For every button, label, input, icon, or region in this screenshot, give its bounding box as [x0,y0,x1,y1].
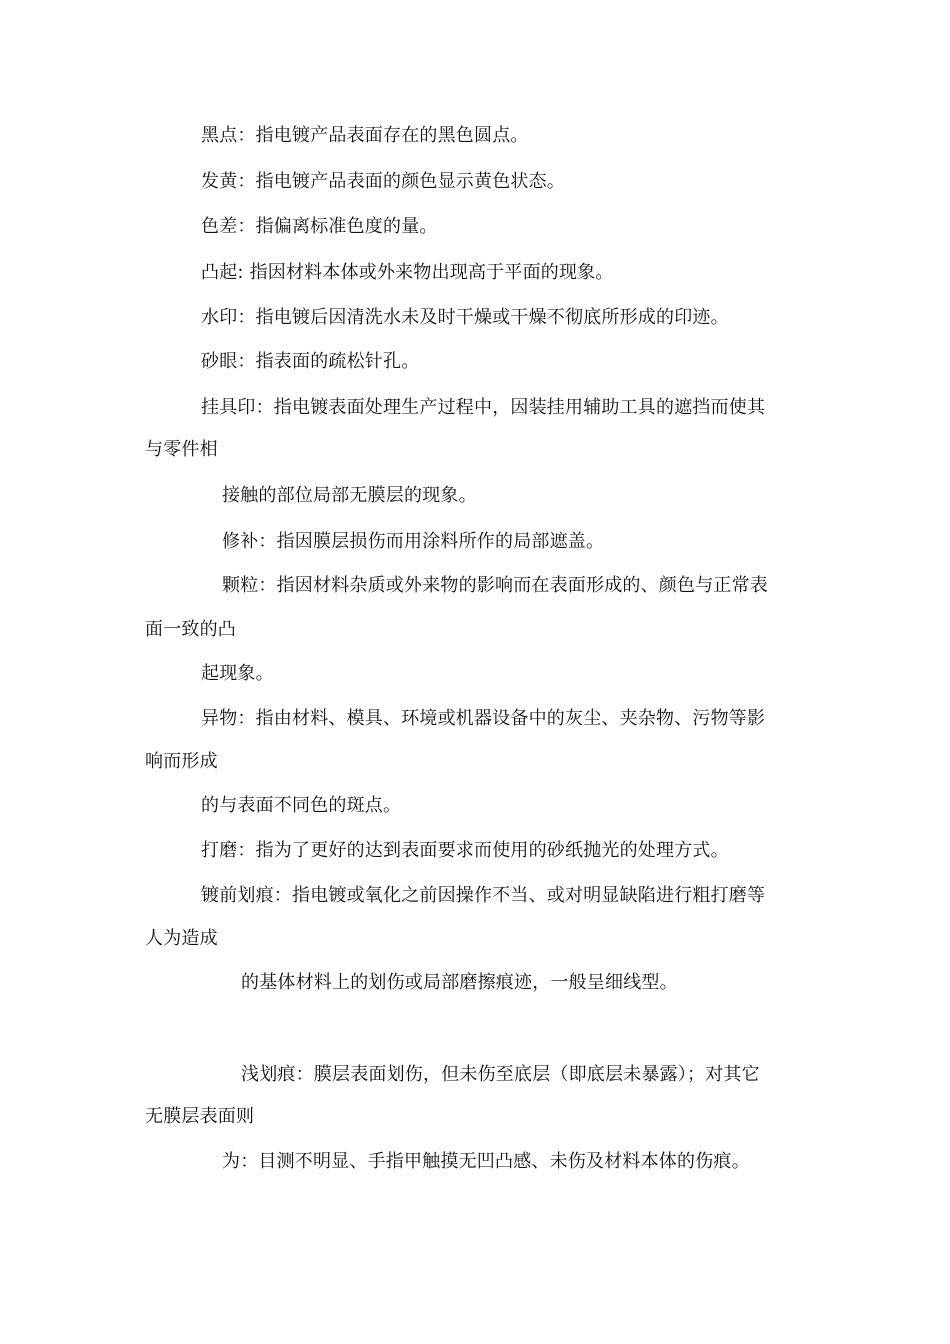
definition-pre-plating-scratch-cont-2: 的基体材料上的划伤或局部磨擦痕迹，一般呈细线型。 [241,972,678,993]
definition-sanding: 打磨：指为了更好的达到表面要求而使用的砂纸抛光的处理方式。 [201,840,729,861]
definition-light-scratch-cont-1: 无膜层表面则 [145,1106,255,1127]
definition-rack-mark-cont-2: 接触的部位局部无膜层的现象。 [222,485,477,506]
definition-particle-cont-1: 面一致的凸 [145,619,236,640]
definition-water-mark: 水印：指电镀后因清洗水未及时干燥或干燥不彻底所形成的印迹。 [201,307,729,328]
definition-color-difference: 色差：指偏离标准色度的量。 [201,216,438,237]
definition-pre-plating-scratch-cont-1: 人为造成 [145,928,218,949]
definition-touch-up: 修补：指因膜层损伤而用涂料所作的局部遮盖。 [222,531,605,552]
definition-rack-mark: 挂具印：指电镀表面处理生产过程中，因装挂用辅助工具的遮挡而使其 [201,397,766,418]
definition-foreign-matter-cont-1: 响而形成 [145,751,218,772]
definition-rack-mark-cont-1: 与零件相 [145,439,218,460]
definition-foreign-matter-cont-2: 的与表面不同色的斑点。 [201,795,402,816]
definition-bulge: 凸起: 指因材料本体或外来物出现高于平面的现象。 [201,262,614,283]
definition-light-scratch: 浅划痕：膜层表面划伤，但未伤至底层（即底层未暴露）；对其它 [241,1064,760,1085]
definition-pre-plating-scratch: 镀前划痕：指电镀或氧化之前因操作不当、或对明显缺陷进行粗打磨等 [201,885,766,906]
definition-particle-cont-2: 起现象。 [201,663,274,684]
definition-foreign-matter: 异物：指由材料、模具、环境或机器设备中的灰尘、夹杂物、污物等影 [201,708,766,729]
definition-pinhole: 砂眼：指表面的疏松针孔。 [201,351,420,372]
definition-yellowing: 发黄：指电镀产品表面的颜色显示黄色状态。 [201,171,565,192]
definition-particle: 颗粒：指因材料杂质或外来物的影响而在表面形成的、颜色与正常表 [222,575,768,596]
definition-light-scratch-cont-2: 为：目测不明显、手指甲触摸无凹凸感、未伤及材料本体的伤痕。 [222,1151,750,1172]
definition-black-spot: 黑点：指电镀产品表面存在的黑色圆点。 [201,125,529,146]
